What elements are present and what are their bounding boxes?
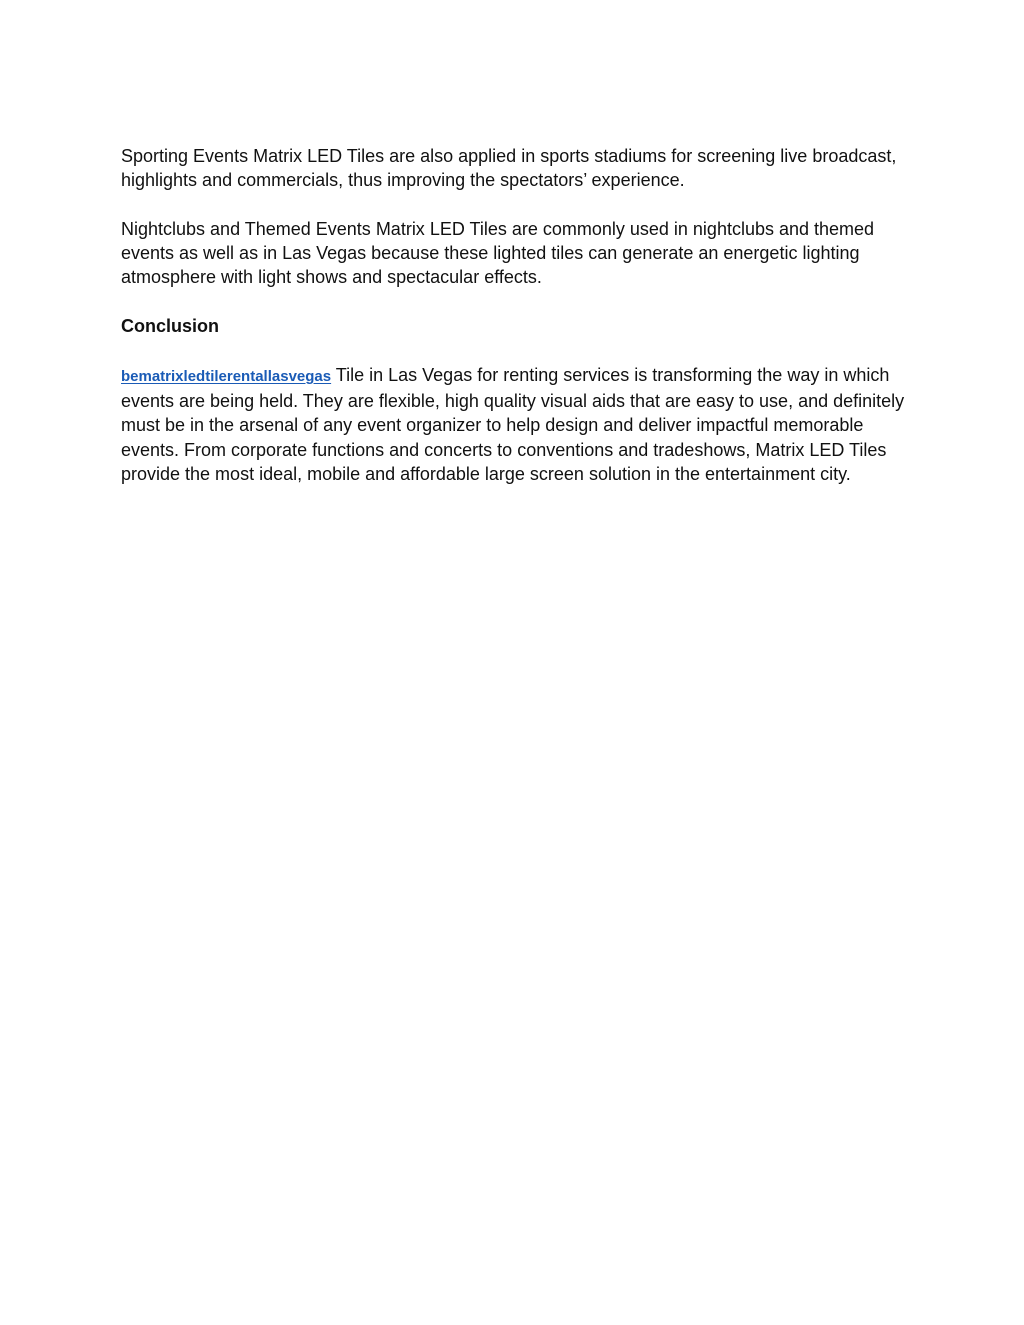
paragraph-spacer (121, 338, 911, 362)
document-body (121, 144, 911, 486)
bematrix-link[interactable]: bematrixledtilerentallasvegas (121, 367, 332, 385)
paragraph-conclusion (121, 363, 911, 486)
paragraph-spacer (121, 193, 911, 217)
paragraph-nightclubs-themed-events: Nightclubs and Themed Events Matrix LED Tiles are commonly used in nightclubs and themed events as well as in Las Vegas because these lighted tiles can generate an energetic lighting atmosphere with light shows and spectacular effects. (121, 218, 875, 288)
conclusion-heading: Conclusion (121, 316, 219, 337)
paragraph-sporting-events: Sporting Events Matrix LED Tiles are also applied in sports stadiums for screening live broadcast, highlights and commercials, thus improving the spectators’ experience. (121, 146, 897, 191)
paragraph-spacer (121, 290, 911, 314)
conclusion-body-text: Tile in Las Vegas for renting services is transforming the way in which events are being held. They are flexible, high quality visual aids that are easy to use, and definitely must be in the arsenal of any event organizer to help design and deliver impactful memorable events. From corporate functions and concerts to conventions and tradeshows, Matrix LED Tiles provide the most ideal, mobile and affordable large screen solution in the entertainment city. (121, 364, 905, 484)
